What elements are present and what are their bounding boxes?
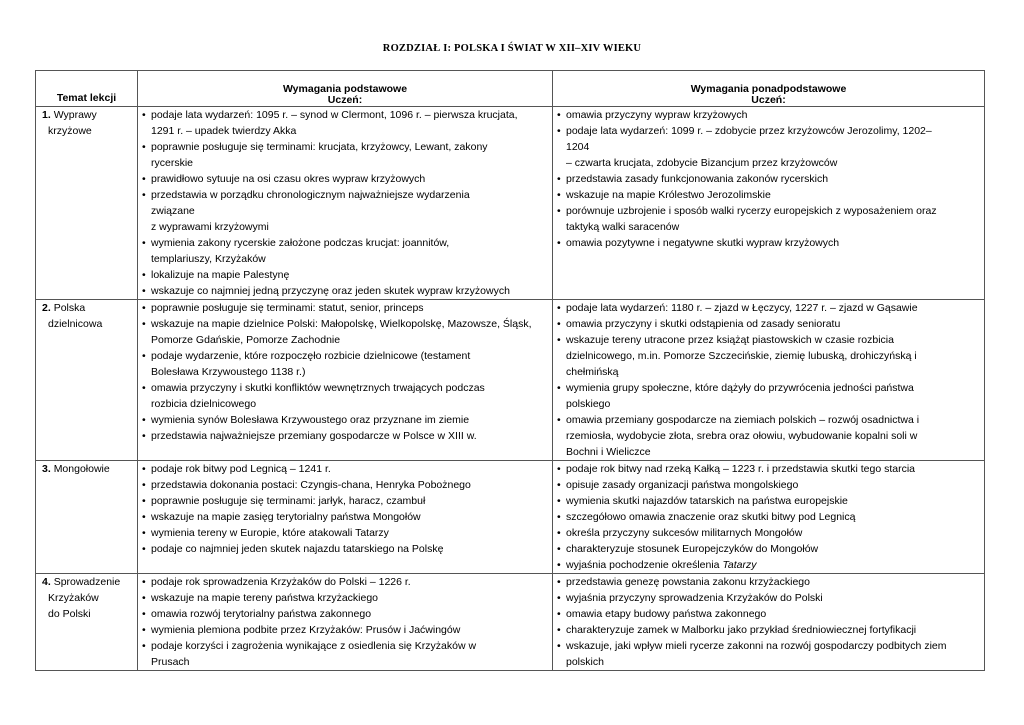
list-item-text: polskich [566, 656, 604, 668]
list-item-text: omawia rozwój terytorialny państwa zakonnego [151, 608, 372, 620]
list-item-text: podaje lata wydarzeń: 1095 r. – synod w Clermont, 1096 r. – pierwsza krucjata, [151, 109, 518, 121]
list-item-text: omawia przyczyny wypraw krzyżowych [566, 109, 748, 121]
list-item-text: szczegółowo omawia znaczenie oraz skutki bitwy pod Legnicą [566, 511, 856, 523]
topic-label: do Polski [48, 608, 91, 620]
topic-label: Wyprawy [53, 109, 97, 121]
list-item [557, 235, 980, 251]
list-item [142, 235, 548, 267]
list-item-text: – czwarta krucjata, zdobycie Bizancjum przez krzyżowców [566, 157, 838, 169]
list-item [142, 412, 548, 428]
topic-label: Krzyżaków [48, 592, 99, 604]
list-item-text: podaje co najmniej jeden skutek najazdu tatarskiego na Polskę [151, 543, 444, 555]
topic-label: krzyżowe [48, 125, 92, 137]
list-item-text: opisuje zasady organizacji państwa mongolskiego [566, 479, 799, 491]
table-row [36, 107, 985, 300]
topic-label: Polska [53, 302, 86, 314]
list-item [557, 187, 980, 203]
list-item [142, 606, 548, 622]
list-item [557, 509, 980, 525]
list-item [557, 525, 980, 541]
list-item-text: wskazuje na mapie Królestwo Jerozolimskie [566, 189, 771, 201]
advanced-requirements-cell [553, 461, 985, 574]
list-item-text: taktyką walki saracenów [566, 221, 680, 233]
list-item-text: podaje wydarzenie, które rozpoczęło rozbicie dzielnicowe (testament [151, 350, 471, 362]
list-item-text: związane [151, 205, 195, 217]
list-item-text: 1204 [566, 141, 590, 153]
list-item [142, 107, 548, 139]
topic-cell [36, 461, 138, 574]
list-item [557, 316, 980, 332]
list-item-text: wymienia zakony rycerskie założone podczas krucjat: joannitów, [151, 237, 450, 249]
list-item-text: poprawnie posługuje się terminami: statut, senior, princeps [151, 302, 424, 314]
list-item [557, 638, 980, 670]
list-item [557, 203, 980, 235]
topic-label: Mongołowie [53, 463, 110, 475]
list-item [142, 638, 548, 670]
topic-number: 4. [42, 576, 51, 588]
list-item-text: wymienia synów Bolesława Krzywoustego oraz przyznane im ziemie [151, 414, 470, 426]
list-item-text: prawidłowo sytuuje na osi czasu okres wypraw krzyżowych [151, 173, 426, 185]
list-item [557, 412, 980, 460]
list-item-text: templariuszy, Krzyżaków [151, 253, 266, 265]
topic-cell [36, 574, 138, 671]
list-item-text: wskazuje tereny utracone przez książąt piastowskich w czasie rozbicia [566, 334, 894, 346]
list-item [142, 428, 548, 444]
list-item-text: omawia przyczyny i skutki odstąpienia od zasady senioratu [566, 318, 841, 330]
list-item-text: 1291 r. – upadek twierdzy Akka [151, 125, 297, 137]
list-item [142, 283, 548, 299]
list-item-text: wskazuje na mapie tereny państwa krzyżackiego [151, 592, 379, 604]
topic-number: 2. [42, 302, 51, 314]
list-item [557, 541, 980, 557]
topic-label: dzielnicowa [48, 318, 103, 330]
table-row [36, 300, 985, 461]
list-item [557, 171, 980, 187]
list-item-text: podaje lata wydarzeń: 1180 r. – zjazd w Łęczycy, 1227 r. – zjazd w Gąsawie [566, 302, 918, 314]
list-item-text: poprawnie posługuje się terminami: krucjata, krzyżowcy, Lewant, zakony [151, 141, 488, 153]
list-item [142, 380, 548, 412]
topic-cell [36, 107, 138, 300]
header-advanced: Wymagania ponadpodstawowe Uczeń: [553, 71, 985, 107]
list-item [557, 574, 980, 590]
list-item-text: przedstawia najważniejsze przemiany gospodarcze w Polsce w XIII w. [151, 430, 477, 442]
list-item-text: charakteryzuje stosunek Europejczyków do Mongołów [566, 543, 819, 555]
list-item-text: dzielnicowego, m.in. Pomorze Szczecińskie, ziemię lubuską, drohiczyńską i [566, 350, 917, 362]
table-row [36, 461, 985, 574]
list-item-text: z wyprawami krzyżowymi [151, 221, 269, 233]
list-item-text: Pomorze Gdańskie, Pomorze Zachodnie [151, 334, 341, 346]
list-item [142, 187, 548, 235]
list-item [557, 300, 980, 316]
list-item [557, 606, 980, 622]
list-item-text: przedstawia zasady funkcjonowania zakonów rycerskich [566, 173, 829, 185]
list-item [142, 493, 548, 509]
list-item-text: porównuje uzbrojenie i sposób walki rycerzy europejskich z wyposażeniem oraz [566, 205, 937, 217]
list-item-text: wskazuje na mapie zasięg terytorialny państwa Mongołów [151, 511, 421, 523]
list-item [142, 300, 548, 316]
table-header-row [36, 71, 985, 107]
list-item-text: omawia pozytywne i negatywne skutki wypraw krzyżowych [566, 237, 840, 249]
list-item-text: rycerskie [151, 157, 194, 169]
basic-requirements-cell [138, 574, 553, 671]
list-item [557, 557, 980, 573]
list-item [557, 332, 980, 380]
list-item-text: omawia etapy budowy państwa zakonnego [566, 608, 767, 620]
list-item-text: przedstawia w porządku chronologicznym najważniejsze wydarzenia [151, 189, 470, 201]
list-item [142, 348, 548, 380]
page-title: ROZDZIAŁ I: POLSKA I ŚWIAT W XII–XIV WIEKU [382, 43, 642, 54]
list-item [142, 541, 548, 557]
list-item [142, 267, 548, 283]
list-item-text: podaje lata wydarzeń: 1099 r. – zdobycie przez krzyżowców Jerozolimy, 1202– [566, 125, 932, 137]
list-item-text: przedstawia genezę powstania zakonu krzyżackiego [566, 576, 810, 588]
list-item-text: wymienia grupy społeczne, które dążyły do przywrócenia jedności państwa [566, 382, 914, 394]
list-item-text: Bolesława Krzywoustego 1138 r.) [151, 366, 306, 378]
list-item-text: wyjaśnia pochodzenie określenia Tatarzy [566, 559, 757, 571]
basic-requirements-cell [138, 461, 553, 574]
list-item-text: wymienia plemiona podbite przez Krzyżaków: Prusów i Jaćwingów [151, 624, 461, 636]
topic-number: 3. [42, 463, 51, 475]
list-item [557, 590, 980, 606]
list-item [557, 461, 980, 477]
list-item-text: wskazuje, jaki wpływ mieli rycerze zakonni na rozwój gospodarczy podbitych ziem [566, 640, 947, 652]
list-item [142, 316, 548, 348]
list-item-text: podaje rok bitwy nad rzeką Kałką – 1223 r. i przedstawia skutki tego starcia [566, 463, 916, 475]
list-item [142, 525, 548, 541]
list-item [557, 477, 980, 493]
list-item [557, 123, 980, 171]
list-item-text: podaje rok sprowadzenia Krzyżaków do Polski – 1226 r. [151, 576, 411, 588]
list-item-text: określa przyczyny sukcesów militarnych Mongołów [566, 527, 803, 539]
list-item-text: omawia przemiany gospodarcze na ziemiach polskich – rozwój osadnictwa i [566, 414, 920, 426]
list-item [142, 171, 548, 187]
topic-label: Sprowadzenie [53, 576, 121, 588]
basic-requirements-cell [138, 107, 553, 300]
list-item [142, 461, 548, 477]
list-item-text: wskazuje co najmniej jedną przyczynę oraz jeden skutek wypraw krzyżowych [151, 285, 510, 297]
advanced-requirements-cell [553, 300, 985, 461]
list-item-text: lokalizuje na mapie Palestynę [151, 269, 290, 281]
list-item-text: wymienia tereny w Europie, które atakowali Tatarzy [151, 527, 389, 539]
topic-number: 1. [42, 109, 51, 121]
list-item-text: Bochni i Wieliczce [566, 446, 651, 458]
topic-cell [36, 300, 138, 461]
list-item-text: przedstawia dokonania postaci: Czyngis-chana, Henryka Pobożnego [151, 479, 471, 491]
list-item-text: poprawnie posługuje się terminami: jarłyk, haracz, czambuł [151, 495, 426, 507]
list-item-text: omawia przyczyny i skutki konfliktów wewnętrznych trwających podczas [151, 382, 485, 394]
list-item [557, 493, 980, 509]
list-item [142, 590, 548, 606]
header-basic: Wymagania podstawowe Uczeń: [138, 71, 553, 107]
list-item-text: podaje korzyści i zagrożenia wynikające z osiedlenia się Krzyżaków w [151, 640, 477, 652]
list-item [142, 574, 548, 590]
list-item [142, 509, 548, 525]
list-item-text: wskazuje na mapie dzielnice Polski: Małopolskę, Wielkopolskę, Mazowsze, Śląsk, [151, 318, 532, 330]
list-item-text: Prusach [151, 656, 190, 668]
list-item [557, 380, 980, 412]
list-item-text: podaje rok bitwy pod Legnicą – 1241 r. [151, 463, 331, 475]
advanced-requirements-cell [553, 107, 985, 300]
list-item [142, 622, 548, 638]
list-item-text: wyjaśnia przyczyny sprowadzenia Krzyżaków do Polski [566, 592, 823, 604]
list-item-text: polskiego [566, 398, 611, 410]
list-item-text: chełmińską [566, 366, 619, 378]
italic-term: Tatarzy [722, 559, 757, 571]
basic-requirements-cell [138, 300, 553, 461]
list-item-text: rozbicia dzielnicowego [151, 398, 257, 410]
list-item-text: wymienia skutki najazdów tatarskich na państwa europejskie [566, 495, 848, 507]
list-item-text: rzemiosła, wydobycie złota, srebra oraz ołowiu, wybudowanie kopalni soli w [566, 430, 918, 442]
list-item [557, 622, 980, 638]
list-item [142, 477, 548, 493]
list-item [557, 107, 980, 123]
requirements-table [35, 70, 985, 671]
header-topic: Temat lekcji [36, 71, 138, 107]
advanced-requirements-cell [553, 574, 985, 671]
list-item-text: charakteryzuje zamek w Malborku jako przykład średniowiecznej fortyfikacji [566, 624, 917, 636]
table-row [36, 574, 985, 671]
list-item [142, 139, 548, 171]
